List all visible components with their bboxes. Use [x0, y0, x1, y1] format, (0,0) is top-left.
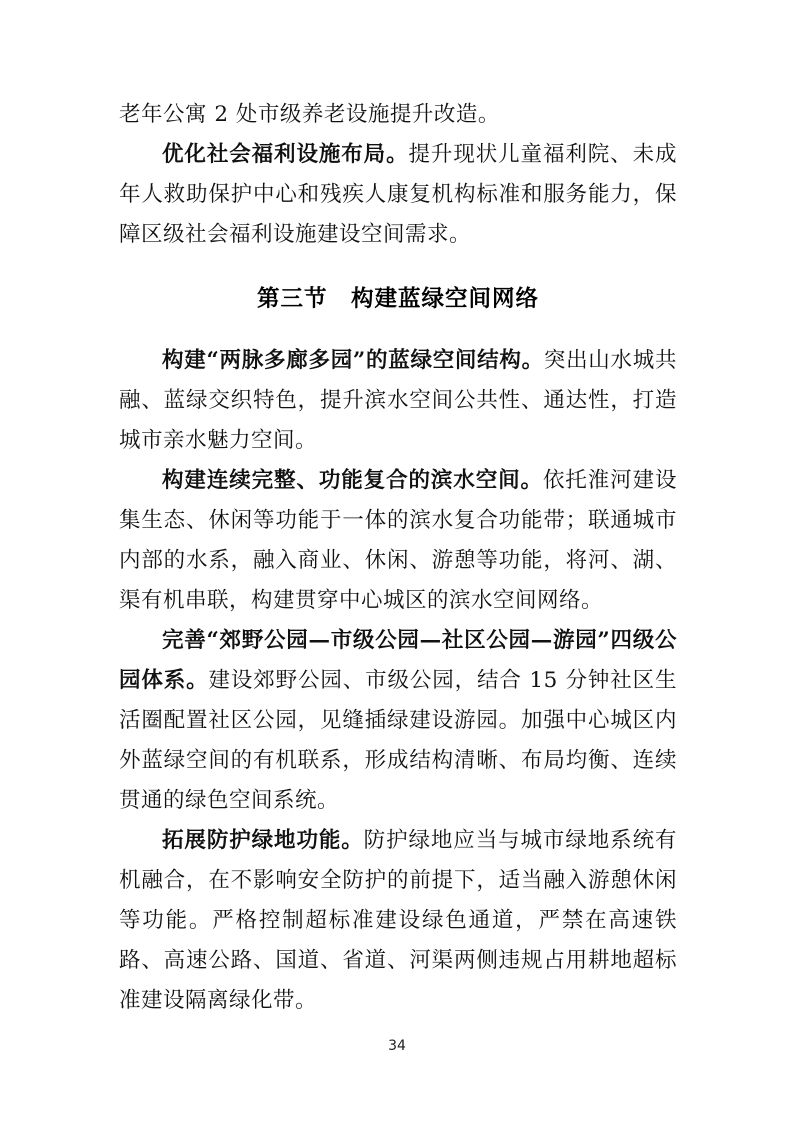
paragraph — [119, 821, 677, 1021]
paragraph — [119, 461, 677, 621]
paragraph-lead-emphasis: 构建连续完整、功能复合的滨水空间。 — [162, 468, 543, 493]
paragraph-lead-emphasis: 完善“郊野公园—市级公园—社区公园—游园”四级公园体系。 — [119, 628, 677, 693]
paragraph-text: 建设郊野公园、市级公园，结合 15 分钟社区生活圈配置社区公园，见缝插绿建设游园。加强中心城区内外蓝绿空间的有机联系，形成结构清晰、布局均衡、连续贯通的绿色空间系统。 — [119, 668, 677, 813]
paragraph — [119, 621, 677, 821]
paragraph-text: 防护绿地应当与城市绿地系统有机融合，在不影响安全防护的前提下，适当融入游憩休闲等功能。严格控制超标准建设绿色通道，严禁在高速铁路、高速公路、国道、省道、河渠两侧违规占用耕地超标准建设隔离绿化带。 — [119, 828, 677, 1013]
document-body — [119, 95, 677, 1021]
page-number: 34 — [388, 1038, 406, 1054]
paragraph-text: 提升现状儿童福利院、未成年人救助保护中心和残疾人康复机构标准和服务能力，保障区级社会福利设施建设空间需求。 — [119, 142, 677, 247]
paragraph — [119, 95, 677, 135]
paragraph-text: 依托淮河建设集生态、休闲等功能于一体的滨水复合功能带；联通城市内部的水系，融入商业、休闲、游憩等功能，将河、湖、渠有机串联，构建贯穿中心城区的滨水空间网络。 — [119, 468, 677, 613]
paragraph-lead-emphasis: 优化社会福利设施布局。 — [162, 142, 409, 167]
section-heading: 第三节 构建蓝绿空间网络 — [256, 286, 539, 312]
paragraph — [119, 341, 677, 461]
paragraph-text: 老年公寓 2 处市级养老设施提升改造。 — [119, 102, 500, 127]
paragraph-lead-emphasis: 拓展防护绿地功能。 — [162, 828, 364, 853]
paragraph — [119, 135, 677, 255]
paragraph-text: 突出山水城共融、蓝绿交织特色，提升滨水空间公共性、通达性，打造城市亲水魅力空间。 — [119, 348, 677, 453]
paragraph-lead-emphasis: 构建“两脉多廊多园”的蓝绿空间结构。 — [162, 348, 544, 373]
